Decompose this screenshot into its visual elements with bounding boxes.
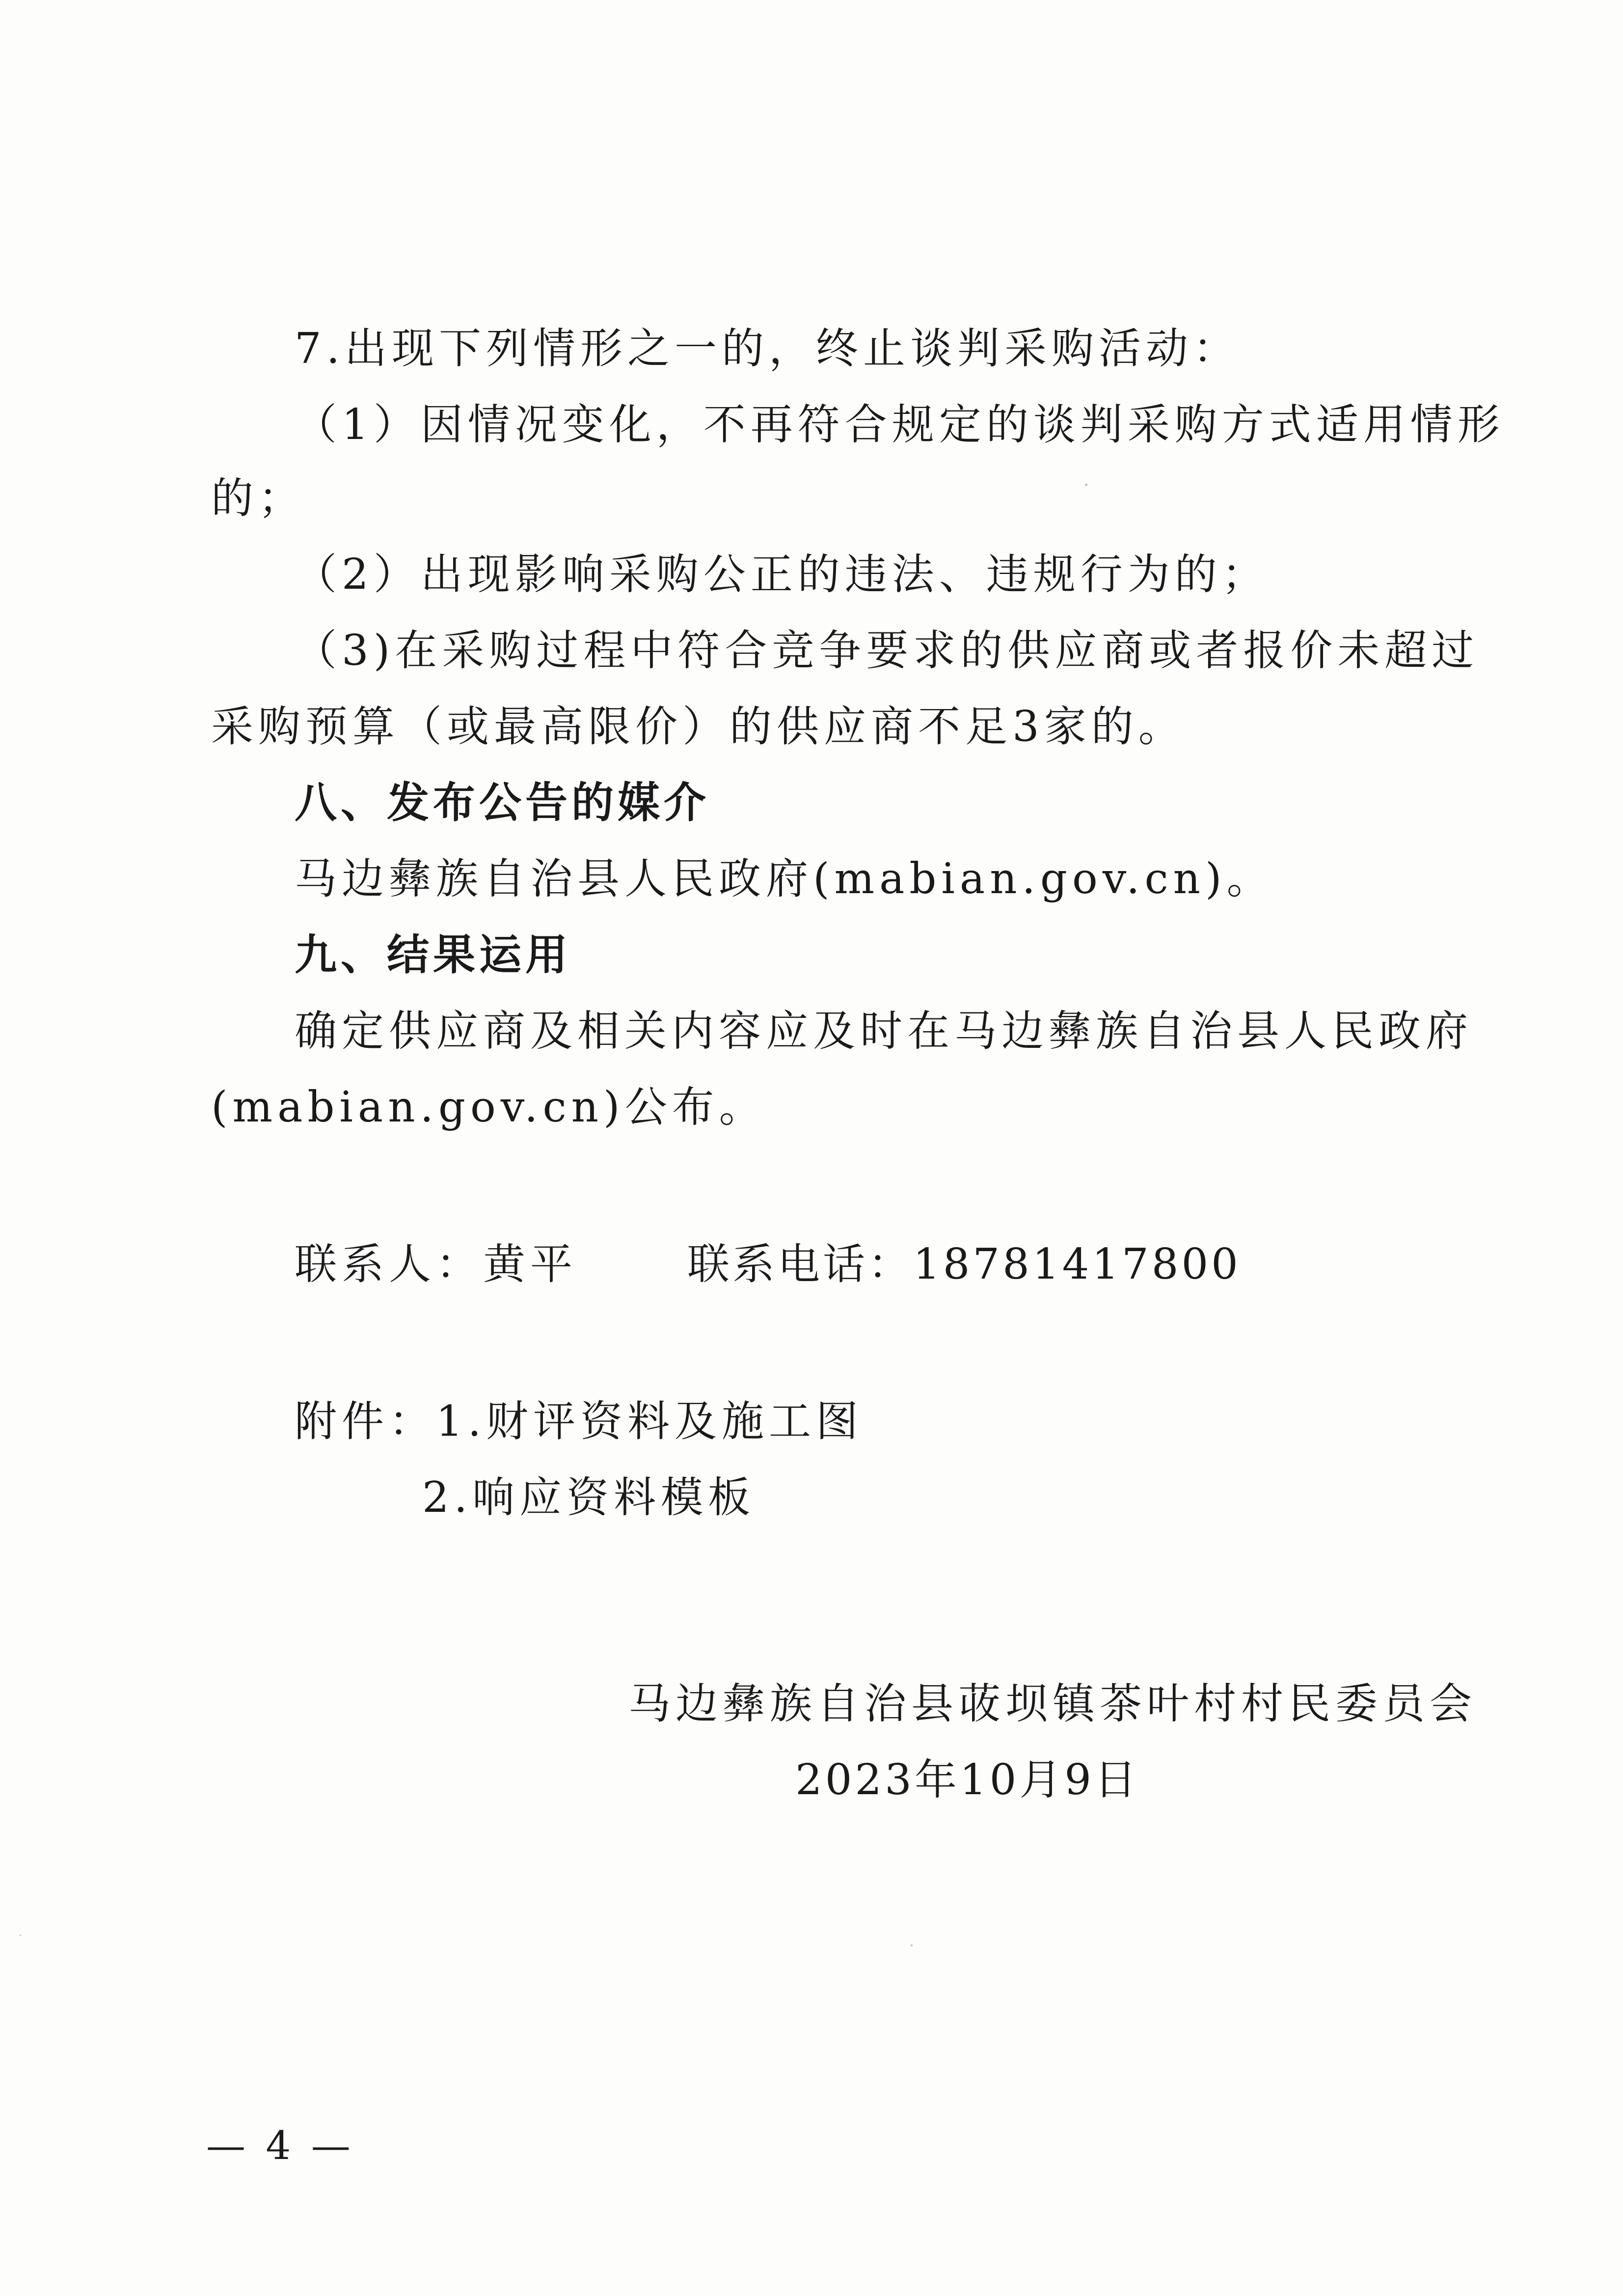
section7-item2: （2）出现影响采购公正的违法、违规行为的；	[295, 550, 1269, 599]
page-number: — 4 —	[206, 2123, 354, 2168]
scan-speck	[1085, 484, 1087, 486]
contact-person: 联系人：黄平	[295, 1240, 577, 1289]
section7-item1-line1: （1）因情况变化，不再符合规定的谈判采购方式适用情形	[295, 400, 1505, 449]
section9-body-line2: (mabian.gov.cn)公布。	[211, 1083, 766, 1132]
section7-intro: 7.出现下列情形之一的，终止谈判采购活动：	[295, 324, 1241, 373]
attachment-item1: 附件：1.财评资料及施工图	[295, 1397, 864, 1446]
section9-heading: 九、结果运用	[295, 930, 571, 980]
section7-item3-line1: （3)在采购过程中符合竞争要求的供应商或者报价未超过	[295, 626, 1479, 675]
signature-organization: 马边彝族自治县荍坝镇茶叶村村民委员会	[628, 1679, 1477, 1728]
section8-heading: 八、发布公告的媒介	[295, 778, 710, 827]
contact-phone: 联系电话：18781417800	[687, 1240, 1241, 1289]
section7-item3-line2: 采购预算（或最高限价）的供应商不足3家的。	[211, 702, 1186, 751]
attachment-item2: 2.响应资料模板	[422, 1473, 756, 1522]
scan-speck	[911, 1944, 913, 1946]
section7-item1-line2: 的；	[211, 474, 305, 523]
signature-date: 2023年10月9日	[795, 1755, 1140, 1804]
section9-body-line1: 确定供应商及相关内容应及时在马边彝族自治县人民政府	[295, 1007, 1473, 1056]
section8-body: 马边彝族自治县人民政府(mabian.gov.cn)。	[295, 854, 1274, 903]
scan-speck	[20, 1935, 21, 1936]
